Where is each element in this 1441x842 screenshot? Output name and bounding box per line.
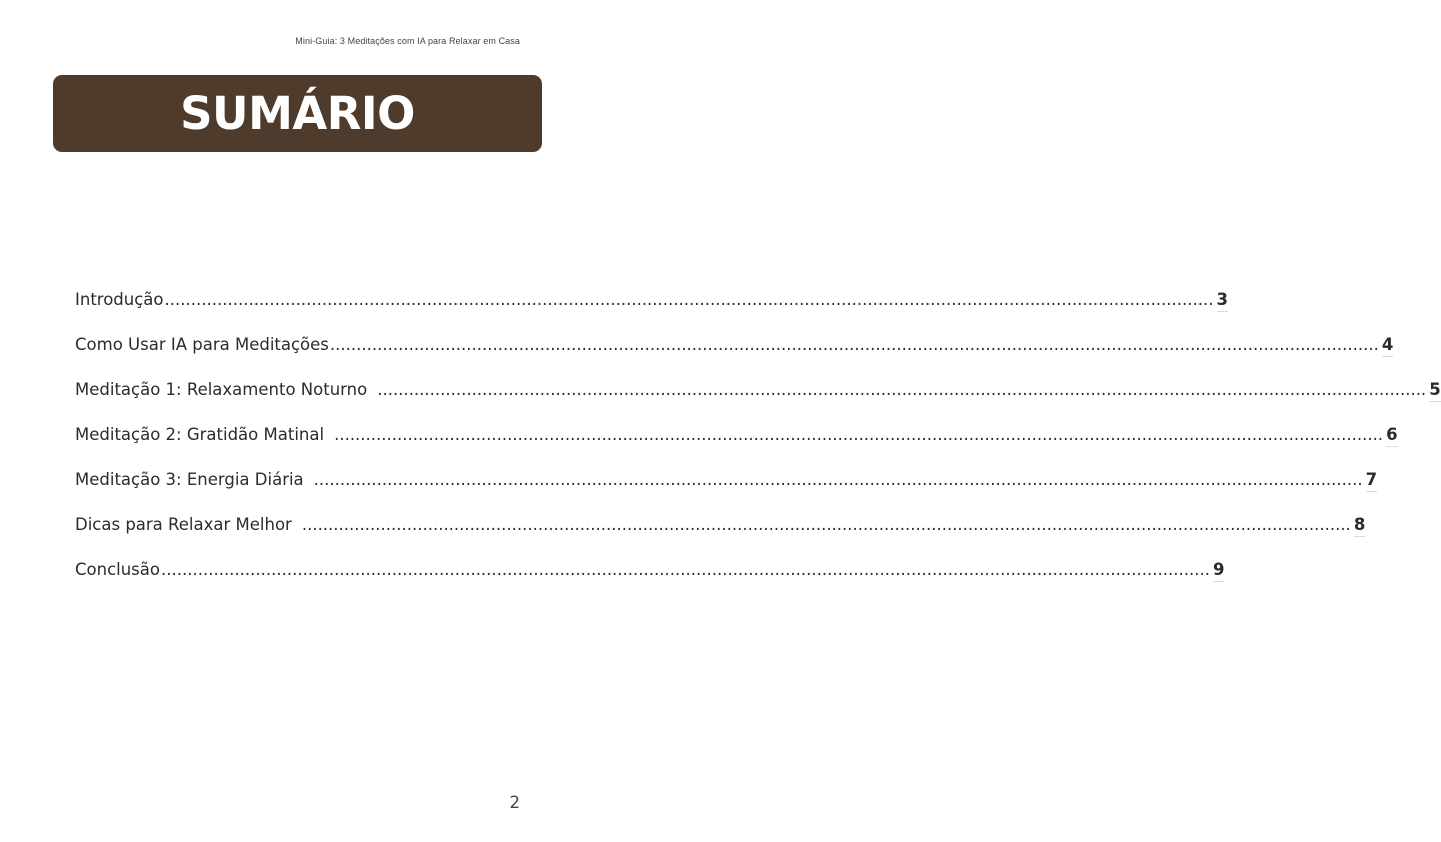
toc-dot-leader: ........................................................................................................................................................................................................ <box>164 290 1214 309</box>
toc-entry[interactable] <box>75 380 1441 425</box>
toc-entry-label: Conclusão <box>75 560 160 579</box>
toc-entry-page: 3 <box>1217 290 1228 312</box>
toc-dot-leader: ........................................................................................................................................................................................................ <box>161 560 1210 579</box>
toc-entry-label: Dicas para Relaxar Melhor <box>75 515 292 534</box>
toc-entry-label: Meditação 3: Energia Diária <box>75 470 304 489</box>
toc-entry-page: 6 <box>1386 425 1397 447</box>
table-of-contents <box>75 290 1441 605</box>
toc-entry-page: 9 <box>1213 560 1224 582</box>
toc-dot-leader: ........................................................................................................................................................................................................ <box>334 425 1384 444</box>
toc-dot-leader: ........................................................................................................................................................................................................ <box>301 515 1351 534</box>
toc-entry-page: 4 <box>1382 335 1393 357</box>
toc-entry[interactable] <box>75 470 1378 515</box>
toc-entry-page: 8 <box>1354 515 1365 537</box>
page-title: SUMÁRIO <box>180 87 415 140</box>
toc-entry[interactable] <box>75 560 1225 605</box>
toc-entry-label: Como Usar IA para Meditações <box>75 335 329 354</box>
running-header: Mini-Guia: 3 Meditações com IA para Relaxar em Casa <box>295 36 520 46</box>
toc-entry-label: Introdução <box>75 290 164 309</box>
toc-entry[interactable] <box>75 515 1366 560</box>
toc-entry-label: Meditação 2: Gratidão Matinal <box>75 425 325 444</box>
toc-entry-label: Meditação 1: Relaxamento Noturno <box>75 380 368 399</box>
toc-entry-page: 7 <box>1366 470 1377 492</box>
page-number: 2 <box>509 793 520 812</box>
toc-dot-leader: ........................................................................................................................................................................................................ <box>377 380 1427 399</box>
toc-entry[interactable] <box>75 335 1394 380</box>
toc-entry-page: 5 <box>1429 380 1440 402</box>
toc-entry[interactable] <box>75 290 1228 335</box>
toc-dot-leader: ........................................................................................................................................................................................................ <box>313 470 1363 489</box>
toc-entry[interactable] <box>75 425 1398 470</box>
title-banner <box>53 75 542 152</box>
toc-dot-leader: ........................................................................................................................................................................................................ <box>329 335 1379 354</box>
